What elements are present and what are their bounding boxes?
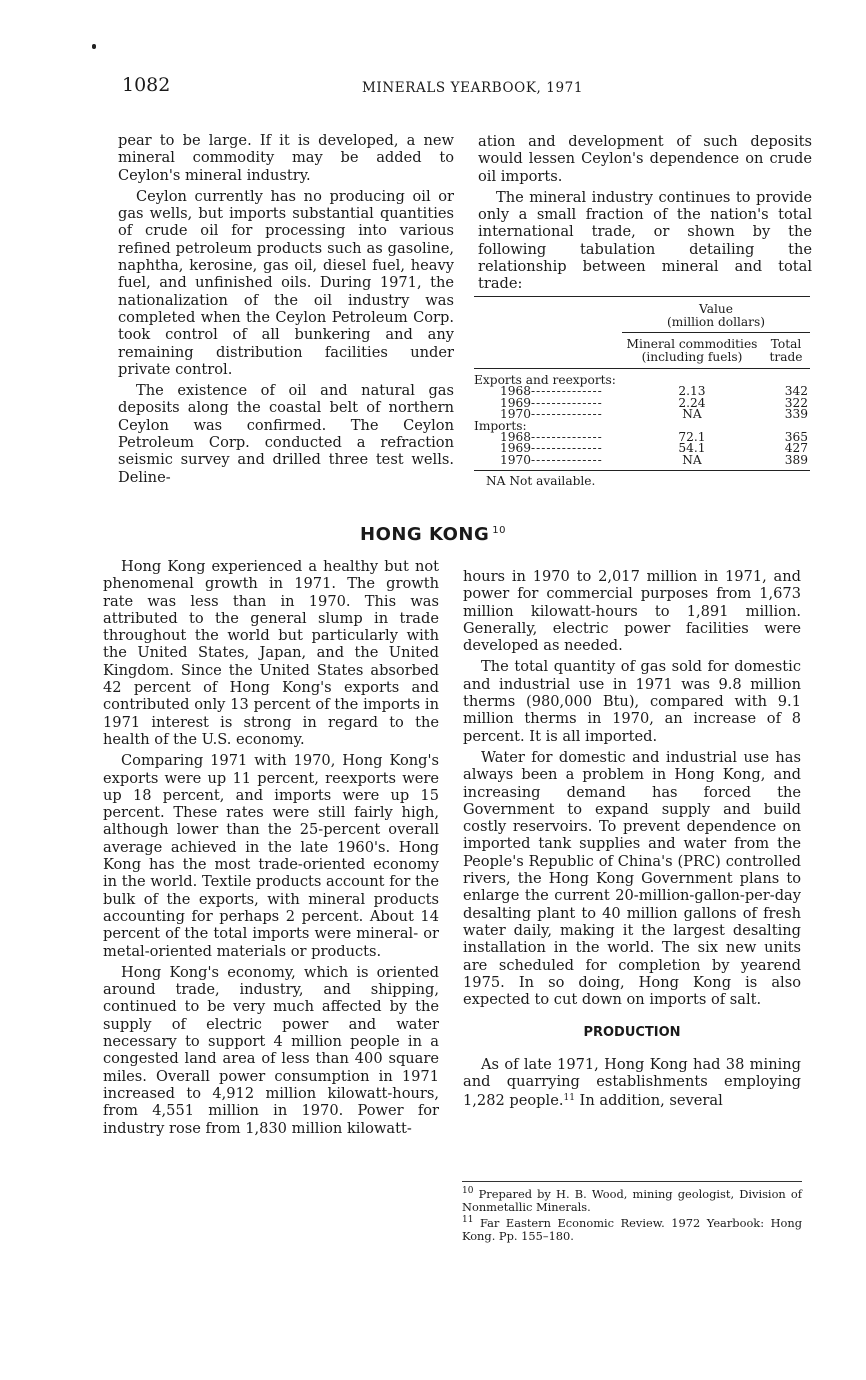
paragraph: ation and development of such deposits would lessen Ceylon's dependence on crude oil imports. [478, 133, 812, 185]
paragraph-text: In addition, several [574, 1092, 723, 1110]
col-total-line2: trade [769, 350, 803, 364]
mineral-cell: 2.24 [678, 395, 706, 410]
margin-mark [92, 44, 96, 49]
table-rule [474, 470, 810, 471]
section-title [0, 524, 866, 545]
table-row [474, 452, 810, 467]
col-total-header [762, 338, 810, 364]
paragraph-text: As of late 1971, Hong Kong had 38 mining and quarrying establishments employing 1,282 people. [463, 1055, 801, 1110]
mineral-cell: 54.1 [678, 441, 706, 456]
paragraph: Comparing 1971 with 1970, Hong Kong's exports were up 11 percent, reexports were up 18 percent, and imports were up 15 percent. These rates were still fairly high, although lower than the 25-percent overall average achieved in the late 1960's. Hong Kong has the most trade-oriented economy in the world. Textile products account for the bulk of the exports, with mineral products accounting for perhaps 2 percent. About 14 percent of the total imports were mineral- or metal-oriented materials or products. [103, 752, 439, 960]
column-top-right [478, 133, 812, 297]
paragraph: The total quantity of gas sold for domestic and industrial use in 1971 was 9.8 million therms (980,000 Btu), compared with 9.1 million therms in 1970, an increase of 8 percent. It is all imported. [463, 658, 801, 745]
footnote-number: 10 [462, 1186, 474, 1196]
year-cell: 1970 ----- [474, 455, 622, 466]
table-note: NA Not available. [486, 474, 596, 489]
mineral-cell: NA [682, 407, 702, 422]
mineral-cell: 2.13 [678, 384, 706, 399]
table-body [474, 369, 810, 470]
paragraph: Hong Kong's economy, which is oriented around trade, industry, and shipping, continued to be very much affected by the supply of electric power and water necessary to support 4 million people in a congested land area of less than 400 square miles. Overall power consumption in 1971 increased to 4,912 million kilowatt-hours, from 4,551 million in 1970. Power for industry rose from 1,830 million kilowatt- [103, 963, 439, 1137]
group-label-imports: Imports: [474, 418, 527, 433]
mineral-cell: NA [682, 452, 702, 467]
running-title: MINERALS YEARBOOK, 1971 [362, 80, 584, 96]
column-headers [474, 333, 810, 368]
footnotes [462, 1181, 802, 1243]
paragraph: pear to be large. If it is developed, a new mineral commodity may be added to Ceylon's mineral industry. [118, 132, 454, 184]
col-total-line1: Total [770, 337, 802, 351]
footnote [462, 1214, 802, 1242]
trade-table [474, 296, 810, 488]
year-cell: 1970 ----- [474, 409, 622, 420]
paragraph [463, 1056, 801, 1110]
total-cell: 389 [784, 452, 808, 467]
value-header-line2: (million dollars) [667, 315, 765, 329]
col-mineral-header [622, 338, 762, 364]
paragraph: Ceylon currently has no producing oil or gas wells, but imports substantial quantities of crude oil for processing into various refined petroleum products such as gasoline, naphtha, kerosine, gas oil, diesel fuel, heavy fuel, and unfinished oils. During 1971, the nationalization of the oil industry was completed when the Ceylon Petroleum Corp. took control of all bunkering and any remaining distribution facilities under private control. [118, 187, 454, 378]
footnote-number: 11 [462, 1215, 474, 1226]
mineral-cell: 72.1 [678, 430, 706, 445]
footnote [462, 1185, 802, 1213]
total-cell: 365 [784, 430, 808, 445]
total-cell: 339 [784, 407, 808, 422]
value-header [622, 297, 810, 333]
total-cell: 427 [784, 441, 808, 456]
year-cell: 1969 ----- [474, 443, 622, 454]
value-header-line1: Value [699, 302, 733, 316]
column-bottom-left [103, 558, 439, 1141]
total-cell: 342 [784, 384, 808, 399]
section-title-text: HONG KONG [360, 524, 490, 545]
column-bottom-right [463, 568, 801, 1114]
group-label-exports: Exports and reexports: [474, 373, 616, 387]
year-cell: 1969 ----- [474, 398, 622, 409]
footnote-ref: 10 [492, 525, 506, 536]
footnote-text: Far Eastern Economic Review. 1972 Yearbook: Hong Kong. Pp. 155–180. [462, 1216, 802, 1243]
footnote-ref: 11 [563, 1093, 575, 1104]
subheading-production: PRODUCTION [583, 1025, 681, 1041]
paragraph: Water for domestic and industrial use has always been a problem in Hong Kong, and increasing demand has forced the Government to expand supply and build costly reservoirs. To prevent dependence on imported tank supplies and water from the People's Republic of China's (PRC) controlled rivers, the Hong Kong Government plans to enlarge the current 20-million-gallon-per-day desalting plant to 40 million gallons of fresh water daily, making it the largest desalting installation in the world. The six new units are scheduled for completion by yearend 1975. In so doing, Hong Kong is also expected to cut down on imports of salt. [463, 748, 801, 1009]
column-top-left [118, 132, 454, 490]
page-number: 1082 [122, 74, 171, 96]
year-cell: 1968 ----- [474, 432, 622, 443]
paragraph: hours in 1970 to 2,017 million in 1971, and power for commercial purposes from 1,673 million kilowatt-hours to 1,891 million. Generally, electric power facilities were developed as needed. [463, 568, 801, 655]
paragraph: The mineral industry continues to provide only a small fraction of the nation's total international trade, or shown by the following tabulation detailing the relationship between mineral and total trade: [478, 188, 812, 293]
col-mineral-line2: (including fuels) [641, 350, 743, 364]
year-cell: 1968 ----- [474, 386, 622, 397]
total-cell: 322 [784, 395, 808, 410]
col-mineral-line1: Mineral commodities [626, 337, 758, 351]
footnote-text: Prepared by H. B. Wood, mining geologist, Division of Nonmetallic Minerals. [462, 1187, 802, 1214]
paragraph: The existence of oil and natural gas deposits along the coastal belt of northern Ceylon was confirmed. The Ceylon Petroleum Corp. conducted a refraction seismic survey and drilled three test wells. Deline- [118, 382, 454, 486]
paragraph: Hong Kong experienced a healthy but not phenomenal growth in 1971. The growth rate was less than in 1970. This was attributed to the general slump in trade throughout the world but particularly with the United States, Japan, and the United Kingdom. Since the United States absorbed 42 percent of Hong Kong's exports and contributed only 13 percent of the imports in 1971 interest is strong in regard to the health of the U.S. economy. [103, 558, 439, 748]
